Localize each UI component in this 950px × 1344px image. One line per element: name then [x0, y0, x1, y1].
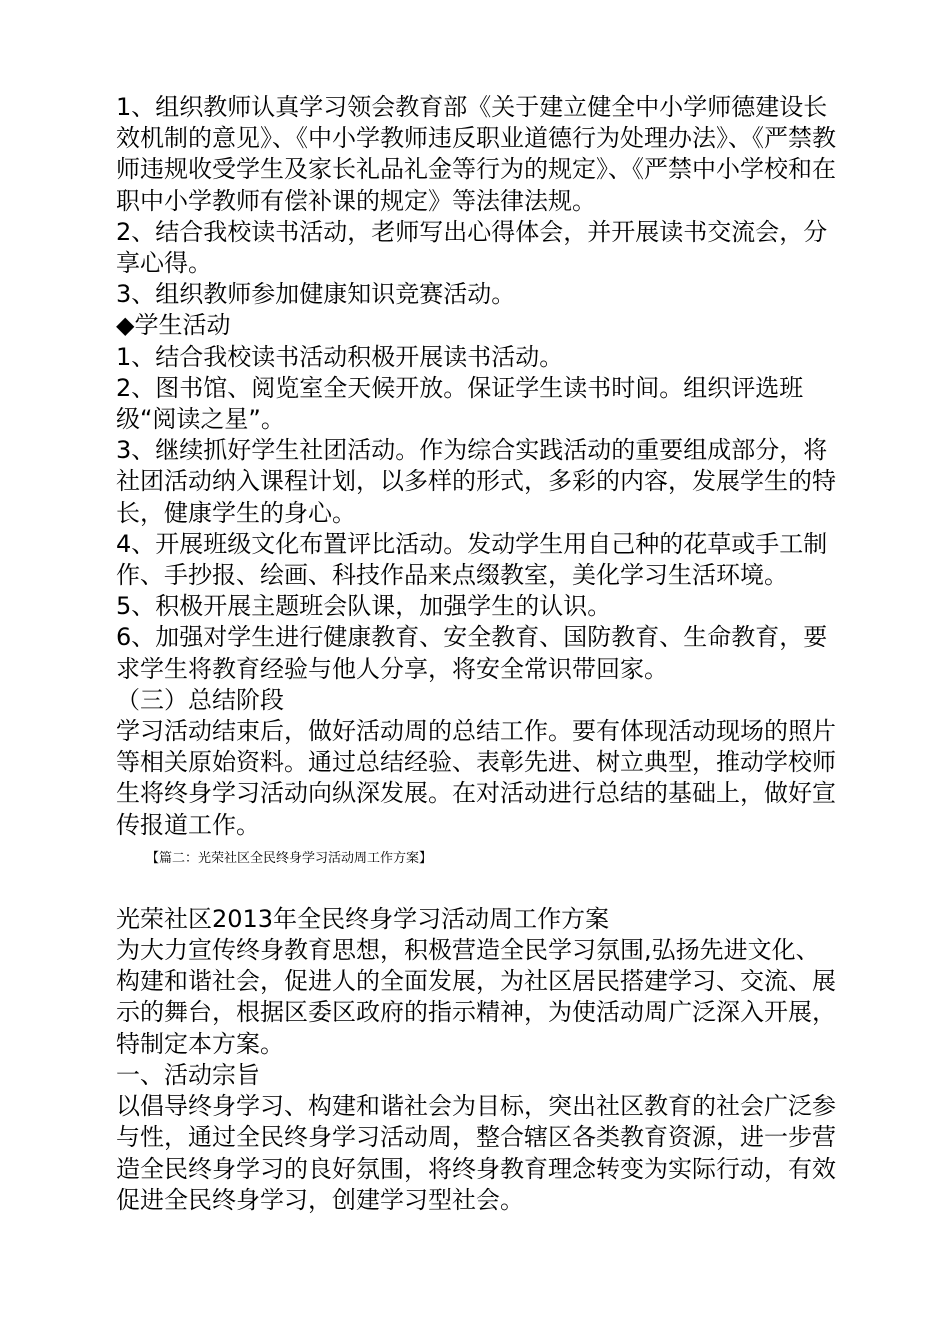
- paragraph-student-item-1: 1、结合我校读书活动积极开展读书活动。: [116, 342, 564, 371]
- paragraph-teacher-item-1: 1、组织教师认真学习领会教育部《关于建立健全中小学师德建设长效机制的意见》、《中小学教师违反职业道德行为处理办法》、《严禁教师违规收受学生及家长礼品礼金等行为的规定》、《严禁中小学校和在职中小学教师有偿补课的规定》等法律法规。: [116, 93, 836, 215]
- document-page: [116, 92, 836, 1216]
- document-title: 光荣社区2013年全民终身学习活动周工作方案: [116, 904, 610, 933]
- heading-purpose: 一、活动宗旨: [116, 1060, 260, 1089]
- paragraph-student-item-3: 3、继续抓好学生社团活动。作为综合实践活动的重要组成部分，将社团活动纳入课程计划，以多样的形式，多彩的内容，发展学生的特长，健康学生的身心。: [116, 436, 836, 527]
- section-note: 【篇二：光荣社区全民终身学习活动周工作方案】: [146, 850, 433, 866]
- paragraph-student-item-6: 6、加强对学生进行健康教育、安全教育、国防教育、生命教育，要求学生将教育经验与他人分享，将安全常识带回家。: [116, 623, 828, 683]
- paragraph-summary: 学习活动结束后，做好活动周的总结工作。要有体现活动现场的照片等相关原始资料。通过总结经验、表彰先进、树立典型，推动学校师生将终身学习活动向纵深发展。在对活动进行总结的基础上，做好宣传报道工作。: [116, 717, 836, 839]
- paragraph-intro: 为大力宣传终身教育思想，积极营造全民学习氛围,弘扬先进文化、构建和谐社会，促进人的全面发展，为社区居民搭建学习、交流、展示的舞台，根据区委区政府的指示精神，为使活动周广泛深入开展，特制定本方案。: [116, 936, 836, 1058]
- paragraph-teacher-item-3: 3、组织教师参加健康知识竞赛活动。: [116, 280, 516, 309]
- heading-summary-stage: （三）总结阶段: [116, 685, 284, 714]
- paragraph-purpose: 以倡导终身学习、构建和谐社会为目标，突出社区教育的社会广泛参与性，通过全民终身学习活动周，整合辖区各类教育资源，进一步营造全民终身学习的良好氛围，将终身教育理念转变为实际行动，有效促进全民终身学习，创建学习型社会。: [116, 1092, 836, 1214]
- paragraph-teacher-item-2: 2、结合我校读书活动，老师写出心得体会，并开展读书交流会，分享心得。: [116, 217, 828, 278]
- paragraph-student-item-5: 5、积极开展主题班会队课，加强学生的认识。: [116, 592, 612, 621]
- heading-student-activities: ◆学生活动: [116, 311, 231, 340]
- paragraph-student-item-4: 4、开展班级文化布置评比活动。发动学生用自己种的花草或手工制作、手抄报、绘画、科技作品来点缀教室，美化学习生活环境。: [116, 529, 828, 590]
- paragraph-student-item-2: 2、图书馆、阅览室全天候开放。保证学生读书时间。组织评选班级“阅读之星”。: [116, 373, 804, 434]
